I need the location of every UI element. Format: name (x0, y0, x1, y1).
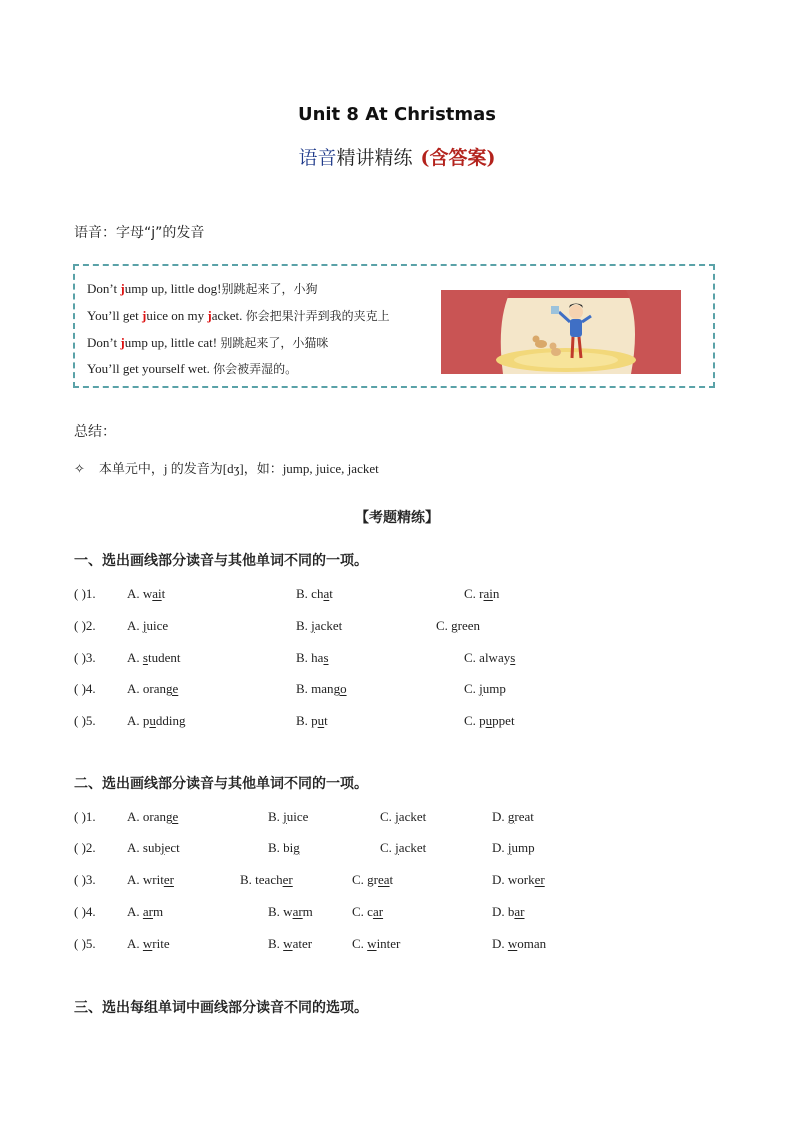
option-b: B. jacket (296, 618, 343, 633)
answer-blank[interactable]: ( )4. (74, 904, 96, 919)
phonics-label: 语音：字母“j”的发音 (74, 225, 205, 241)
chant-line-3: Don’t jump up, little cat! 别跳起来了，小猫咪 (87, 335, 329, 350)
option-c: C. winter (352, 936, 401, 951)
section2-heading: 二、选出画线部分读音与其他单词不同的一项。 (74, 776, 368, 792)
question-row (0, 904, 794, 924)
option-d: D. woman (492, 936, 547, 951)
answer-blank[interactable]: ( )2. (74, 840, 96, 855)
option-d: D. bar (492, 904, 525, 919)
summary-label: 总结： (74, 424, 116, 440)
option-a: A. write (127, 936, 170, 951)
option-c: C. rain (464, 586, 500, 601)
option-b: B. warm (268, 904, 313, 919)
option-a: A. arm (127, 904, 164, 919)
chant-line-2: You’ll get juice on my jacket. 你会把果汁弄到我的夹克上 (87, 308, 390, 323)
subtitle-part-answers: (含答案) (420, 147, 496, 169)
option-a: A. pudding (127, 713, 186, 728)
page-title: Unit 8 At Christmas (297, 104, 497, 125)
question-row (0, 840, 794, 860)
option-c: C. car (352, 904, 384, 919)
subtitle-part-practice: 精讲精练 (336, 147, 413, 169)
question-row (0, 650, 794, 670)
option-a: A. subject (127, 840, 180, 855)
diamond-bullet-icon: ✧ (74, 462, 85, 477)
question-row (0, 713, 794, 733)
question-row (0, 872, 794, 892)
option-b: B. chat (296, 586, 333, 601)
answer-blank[interactable]: ( )3. (74, 872, 96, 887)
option-c: C. jump (464, 681, 506, 696)
option-a: A. wait (127, 586, 166, 601)
option-c: C. jacket (380, 840, 427, 855)
option-b: B. teacher (240, 872, 293, 887)
option-b: B. mango (296, 681, 347, 696)
answer-blank[interactable]: ( )5. (74, 936, 96, 951)
option-a: A. student (127, 650, 181, 665)
exam-heading: 【考题精练】 (355, 510, 439, 526)
question-row (0, 586, 794, 606)
chant-line-4: You’ll get yourself wet. 你会被弄湿的。 (87, 361, 298, 376)
summary-item (74, 458, 379, 477)
question-row (0, 618, 794, 638)
question-row (0, 936, 794, 956)
illustration-boy-with-pets (441, 290, 681, 374)
option-c: C. puppet (464, 713, 515, 728)
subtitle-part-phonics: 语音 (298, 147, 337, 169)
answer-blank[interactable]: ( )3. (74, 650, 96, 665)
page-subtitle (0, 143, 794, 170)
section3-heading: 三、选出每组单词中画线部分读音不同的选项。 (74, 1000, 368, 1016)
option-a: A. writer (127, 872, 174, 887)
answer-blank[interactable]: ( )1. (74, 809, 96, 824)
option-a: A. juice (127, 618, 169, 633)
option-c: C. great (352, 872, 394, 887)
option-b: B. juice (268, 809, 309, 824)
option-a: A. orange (127, 809, 179, 824)
option-d: D. worker (492, 872, 545, 887)
option-b: B. water (268, 936, 313, 951)
question-row (0, 809, 794, 829)
question-row (0, 681, 794, 701)
answer-blank[interactable]: ( )2. (74, 618, 96, 633)
chant-line-1: Don’t jump up, little dog!别跳起来了，小狗 (87, 281, 318, 296)
answer-blank[interactable]: ( )1. (74, 586, 96, 601)
option-b: B. big (268, 840, 300, 855)
option-b: B. put (296, 713, 328, 728)
summary-text: 本单元中，j 的发音为[dʒ]，如：jump, juice, jacket (98, 461, 379, 476)
option-b: B. has (296, 650, 329, 665)
option-c: C. always (464, 650, 516, 665)
answer-blank[interactable]: ( )5. (74, 713, 96, 728)
section1-heading: 一、选出画线部分读音与其他单词不同的一项。 (74, 553, 368, 569)
option-a: A. orange (127, 681, 179, 696)
chant-box (73, 264, 715, 388)
option-d: D. great (492, 809, 534, 824)
option-d: D. jump (492, 840, 535, 855)
option-c: C. jacket (380, 809, 427, 824)
answer-blank[interactable]: ( )4. (74, 681, 96, 696)
option-c: C. green (436, 618, 481, 633)
